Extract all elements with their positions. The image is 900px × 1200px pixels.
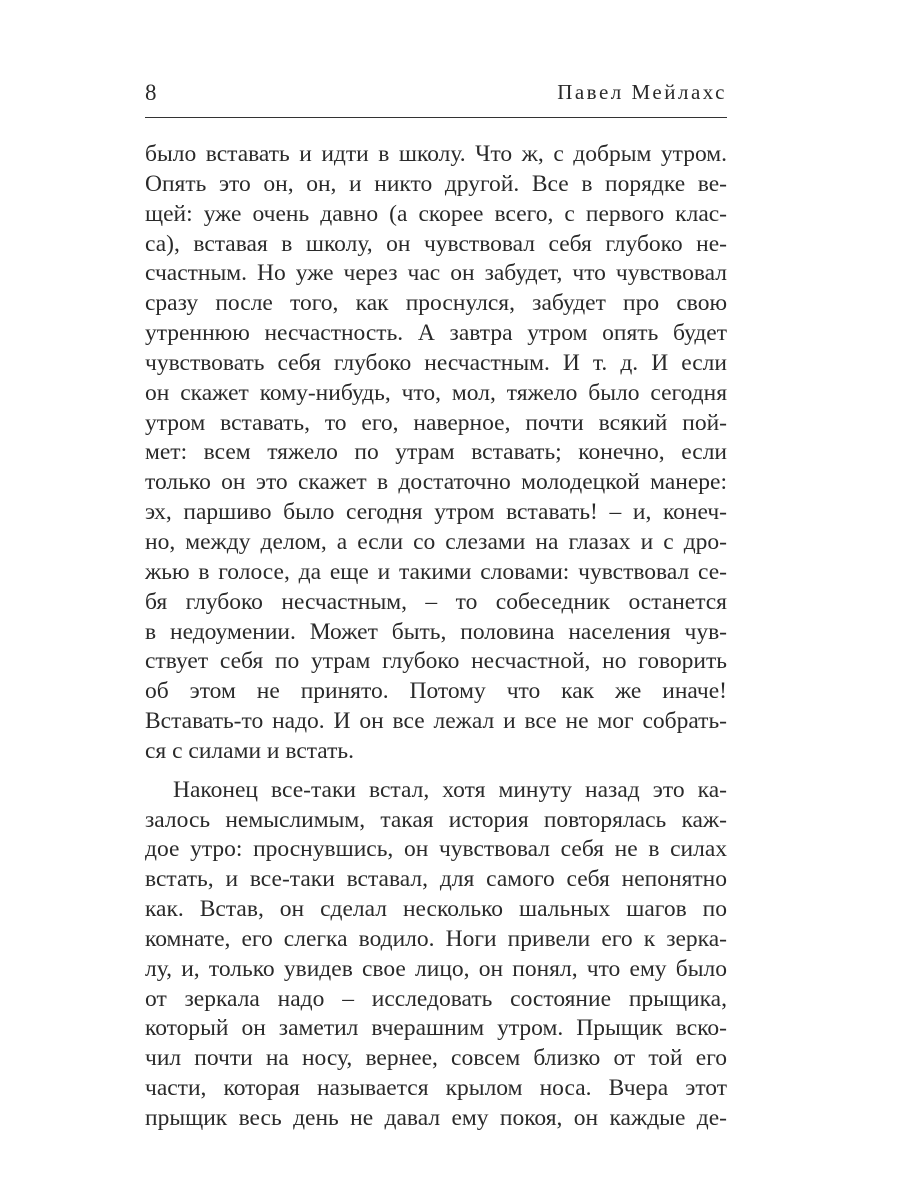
text-line: Опять это он, он, и никто другой. Все в порядке ве- [145,170,727,197]
running-title-author: Павел Мейлахс [557,80,727,104]
text-line: ствует себя по утрам глубоко несчастной, но говорить [145,648,727,675]
text-line: чил почти на носу, вернее, совсем близко от той его [145,1045,727,1072]
text-line: щей: уже очень давно (а скорее всего, с первого клас- [145,200,727,227]
text-line: эх, паршиво было сегодня утром вставать! – и, конеч- [145,499,727,526]
text-line: комнате, его слегка водило. Ноги привели его к зерка- [145,925,727,952]
text-line: но, между делом, а если со слезами на глазах и с дро- [145,528,727,555]
text-line: части, которая называется крылом носа. Вчера этот [145,1075,727,1102]
text-line: са), вставая в школу, он чувствовал себя глубоко не- [145,230,727,257]
text-line: лу, и, только увидев свое лицо, он понял, что ему было [145,955,727,982]
text-line: встать, и все-таки вставал, для самого себя непонятно [145,866,727,893]
text-line: Наконец все-таки встал, хотя минуту назад это ка- [173,776,727,803]
text-line: сразу после того, как проснулся, забудет про свою [145,290,727,317]
paragraph [145,776,727,1134]
text-line: ся с силами и встать. [145,737,354,764]
text-line: Вставать-то надо. И он все лежал и все не мог собрать- [145,708,727,735]
page-header [145,80,727,110]
text-line: который он заметил вчерашним утром. Прыщик вско- [145,1015,727,1042]
text-line: чувствовать себя глубоко несчастным. И т. д. И если [145,349,727,376]
body-text [145,140,727,1134]
text-line: было вставать и идти в школу. Что ж, с добрым утром. [145,141,727,167]
text-line: мет: всем тяжело по утрам вставать; конечно, если [145,439,727,466]
text-line: в недоумении. Может быть, половина населения чув- [145,618,727,645]
paragraph [145,140,727,767]
page-number: 8 [145,80,157,105]
text-line: залось немыслимым, такая история повторялась каж- [145,806,727,833]
text-line: утром вставать, то его, наверное, почти всякий пой- [145,409,727,436]
text-line: только он это скажет в достаточно молодецкой манере: [145,469,727,496]
text-line: об этом не принято. Потому что как же иначе! [145,678,727,705]
text-line: от зеркала надо – исследовать состояние прыщика, [145,985,727,1012]
text-line: прыщик весь день не давал ему покоя, он каждые де- [145,1105,727,1131]
text-line: он скажет кому-нибудь, что, мол, тяжело было сегодня [145,379,727,406]
text-line: счастным. Но уже через час он забудет, что чувствовал [145,260,727,287]
text-line: бя глубоко несчастным, – то собеседник останется [145,588,727,615]
header-rule [145,117,727,118]
text-line: жью в голосе, да еще и такими словами: чувствовал се- [145,558,727,585]
text-line: утреннюю несчастность. А завтра утром опять будет [145,320,727,347]
text-line: дое утро: проснувшись, он чувствовал себя не в силах [145,836,727,863]
text-line: как. Встав, он сделал несколько шальных шагов по [145,896,727,923]
